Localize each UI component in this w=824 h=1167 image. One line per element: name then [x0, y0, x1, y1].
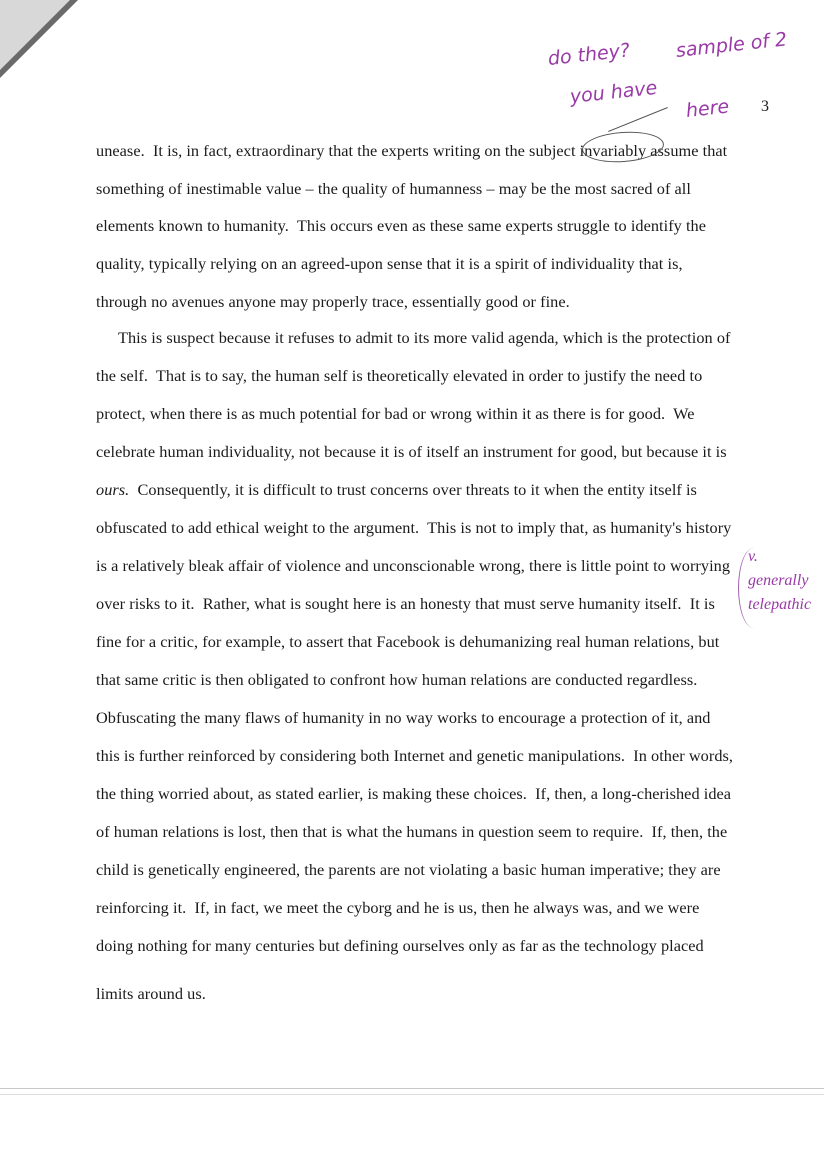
italic-word: ours. [96, 480, 130, 499]
annotation-generally: generally [748, 572, 809, 589]
scan-edge-line [0, 1088, 824, 1089]
page-number: 3 [761, 98, 769, 115]
text-line: something of inestimable value – the quality of humanness – may be the most sacred of all [96, 179, 691, 198]
text-line: the thing worried about, as stated earlier, is making these choices. If, then, a long-cherished idea [96, 784, 732, 803]
text-line: protect, when there is as much potential for bad or wrong within it as there is for good. We [96, 404, 695, 423]
scan-edge-line [0, 1094, 824, 1095]
text-line: unease. It is, in fact, extraordinary that the experts writing on the subject invariably assume that [96, 141, 728, 160]
annotation-sample-of: sample of 2 [674, 28, 789, 62]
text-line: This is suspect because it refuses to admit to its more valid agenda, which is the protection of [118, 328, 731, 347]
folded-corner-inner [0, 0, 70, 70]
text-line: through no avenues anyone may properly trace, essentially good or fine. [96, 292, 570, 311]
text-line: that same critic is then obligated to confront how human relations are conducted regardless. [96, 670, 698, 689]
text-span: Consequently, it is difficult to trust concerns over threats to it when the entity itself is [129, 480, 697, 499]
annotation-you-have: you have [568, 76, 659, 108]
text-line: child is genetically engineered, the parents are not violating a basic human imperative; they are [96, 860, 721, 879]
annotation-underline [608, 107, 668, 132]
text-line: quality, typically relying on an agreed-upon sense that it is a spirit of individuality that is, [96, 254, 683, 273]
annotation-here: here [684, 95, 731, 122]
text-line: limits around us. [96, 984, 206, 1003]
text-line: doing nothing for many centuries but defining ourselves only as far as the technology placed [96, 936, 704, 955]
text-line: Obfuscating the many flaws of humanity in no way works to encourage a protection of it, and [96, 708, 711, 727]
annotation-do-they: do they? [546, 39, 631, 70]
text-line: is a relatively bleak affair of violence and unconscionable wrong, there is little point to worrying [96, 556, 731, 575]
text-line [96, 480, 697, 500]
text-line: obfuscated to add ethical weight to the argument. This is not to imply that, as humanity's history [96, 518, 732, 537]
text-line: reinforcing it. If, in fact, we meet the cyborg and he is us, then he always was, and we were [96, 898, 700, 917]
annotation-v: v. [748, 548, 758, 565]
annotation-telepathic: telepathic [748, 596, 812, 613]
text-line: fine for a critic, for example, to assert that Facebook is dehumanizing real human relations, but [96, 632, 720, 651]
text-line: the self. That is to say, the human self is theoretically elevated in order to justify the need to [96, 366, 703, 385]
text-line: celebrate human individuality, not because it is of itself an instrument for good, but because it is [96, 442, 727, 461]
text-line: elements known to humanity. This occurs even as these same experts struggle to identify the [96, 216, 707, 235]
text-line: of human relations is lost, then that is what the humans in question seem to require. If, then, the [96, 822, 728, 841]
text-line: over risks to it. Rather, what is sought here is an honesty that must serve humanity itself. It is [96, 594, 715, 613]
text-line: this is further reinforced by considering both Internet and genetic manipulations. In other words, [96, 746, 734, 765]
